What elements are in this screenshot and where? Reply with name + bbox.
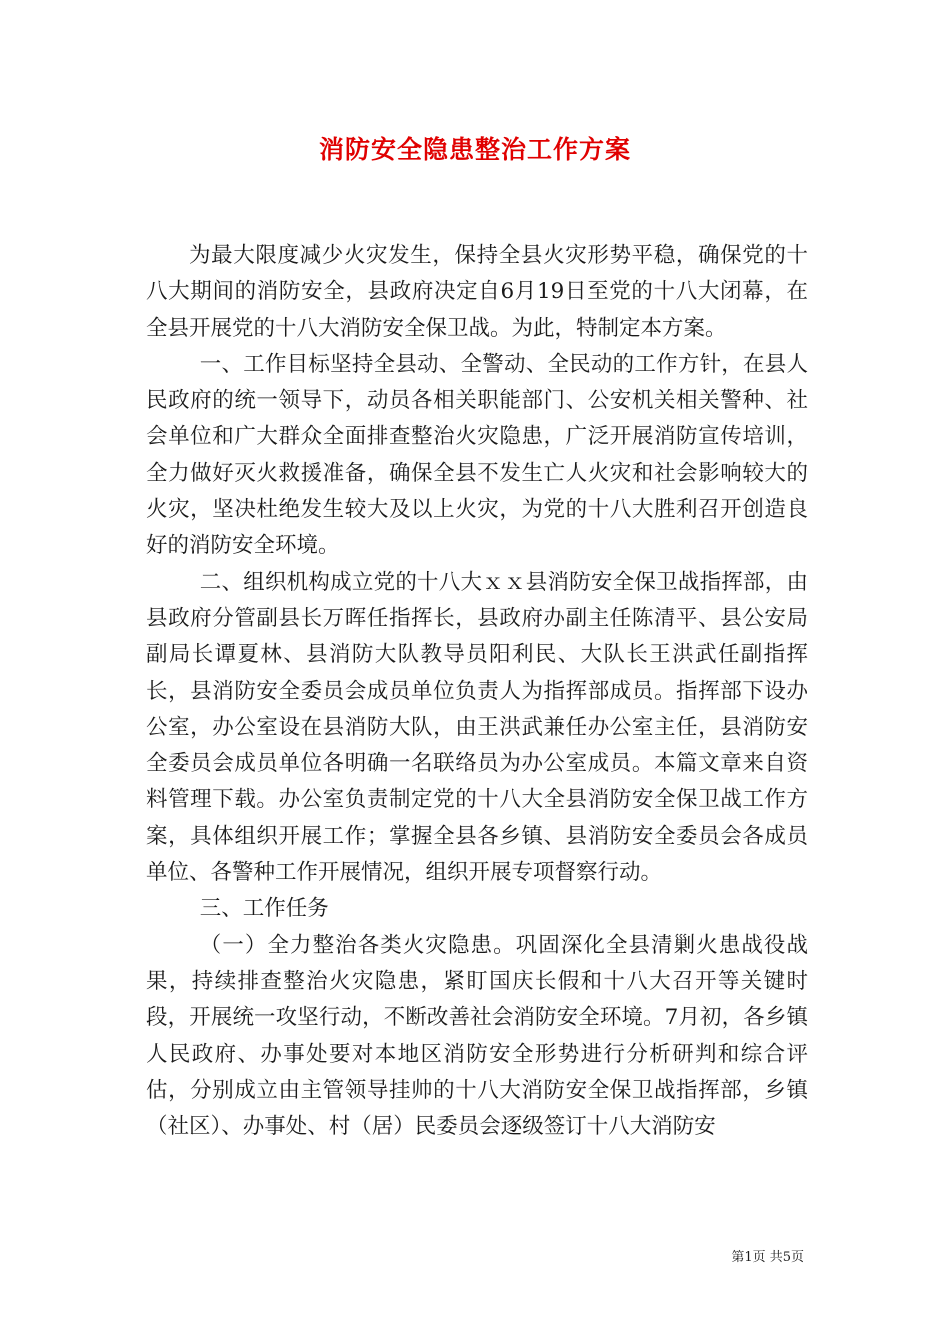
paragraph-task-one: （一）全力整治各类火灾隐患。巩固深化全县清剿火患战役战果，持续排查整治火灾隐患，紧盯国庆长假和十八大召开等关键时段，开展统一攻坚行动，不断改善社会消防安全环境。7月初，各乡镇人民政府、办事处要对本地区消防安全形势进行分析研判和综合评估，分别成立由主管领导挂帅的十八大消防安全保卫战指挥部，乡镇（社区）、办事处、村（居）民委员会逐级签订十八大消防安 — [146, 932, 808, 1140]
paragraph-intro: 为最大限度减少火灾发生，保持全县火灾形势平稳，确保党的十八大期间的消防安全，县政府决定自6月19日至党的十八大闭幕，在全县开展党的十八大消防安全保卫战。为此，特制定本方案。 — [146, 243, 808, 341]
paragraph-organization: 二、组织机构成立党的十八大ｘｘ县消防安全保卫战指挥部，由县政府分管副县长万晖任指挥长，县政府办副主任陈清平、县公安局副局长谭夏林、县消防大队教导员阳利民、大队长王洪武任副指挥长，县消防安全委员会成员单位负责人为指挥部成员。指挥部下设办公室，办公室设在县消防大队，由王洪武兼任办公室主任，县消防安全委员会成员单位各明确一名联络员为办公室成员。本篇文章来自资料管理下载。办公室负责制定党的十八大全县消防安全保卫战工作方案，具体组织开展工作；掌握全县各乡镇、县消防安全委员会各成员单位、各警种工作开展情况，组织开展专项督察行动。 — [146, 569, 808, 886]
document-title: 消防安全隐患整治工作方案 — [318, 135, 631, 164]
page-number: 第1页 共5页 — [731, 1250, 804, 1265]
paragraph-work-goals: 一、工作目标坚持全县动、全警动、全民动的工作方针，在县人民政府的统一领导下，动员各相关职能部门、公安机关相关警种、社会单位和广大群众全面排查整治火灾隐患，广泛开展消防宣传培训，全力做好灭火救援准备，确保全县不发生亡人火灾和社会影响较大的火灾，坚决杜绝发生较大及以上火灾，为党的十八大胜利召开创造良好的消防安全环境。 — [146, 351, 808, 559]
document-body — [146, 238, 808, 1145]
section-heading-tasks: 三、工作任务 — [199, 896, 329, 922]
